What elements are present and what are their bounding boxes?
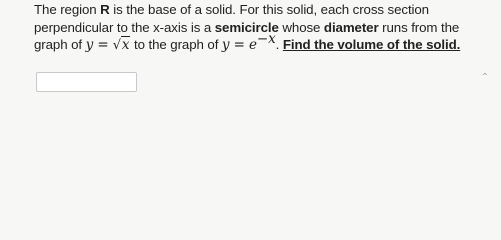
problem-text: The region (34, 2, 101, 17)
problem-line-3 (34, 31, 500, 55)
math-base: e (249, 37, 257, 53)
problem-text: runs from the (378, 19, 460, 35)
math-equals: = (93, 37, 113, 53)
problem-text: whose (278, 19, 324, 35)
keyword-semicircle: semicircle (214, 19, 279, 35)
radical-sign: √ (112, 38, 121, 53)
problem-text: to the graph of (130, 37, 222, 52)
problem-text: graph of (34, 37, 86, 52)
math-variable: y (221, 37, 230, 53)
expand-icon[interactable]: ⌃ (480, 72, 490, 83)
math-exponent: −x (256, 31, 276, 47)
answer-input[interactable] (36, 72, 137, 92)
problem-text: . (275, 37, 283, 52)
math-equals: = (229, 37, 250, 53)
problem-text: is the base of a solid. For this solid, each cross section (109, 2, 429, 17)
sqrt-argument: x (121, 37, 130, 53)
sqrt-expression (113, 36, 131, 55)
problem-text: perpendicular to the x-axis is a (34, 19, 215, 35)
keyword-diameter: diameter (323, 19, 379, 35)
math-variable: y (85, 37, 94, 53)
task-instruction: Find the volume of the solid. (282, 37, 461, 52)
problem-statement (34, 1, 500, 55)
problem-line-1 (34, 1, 500, 19)
region-label: R (100, 2, 110, 17)
